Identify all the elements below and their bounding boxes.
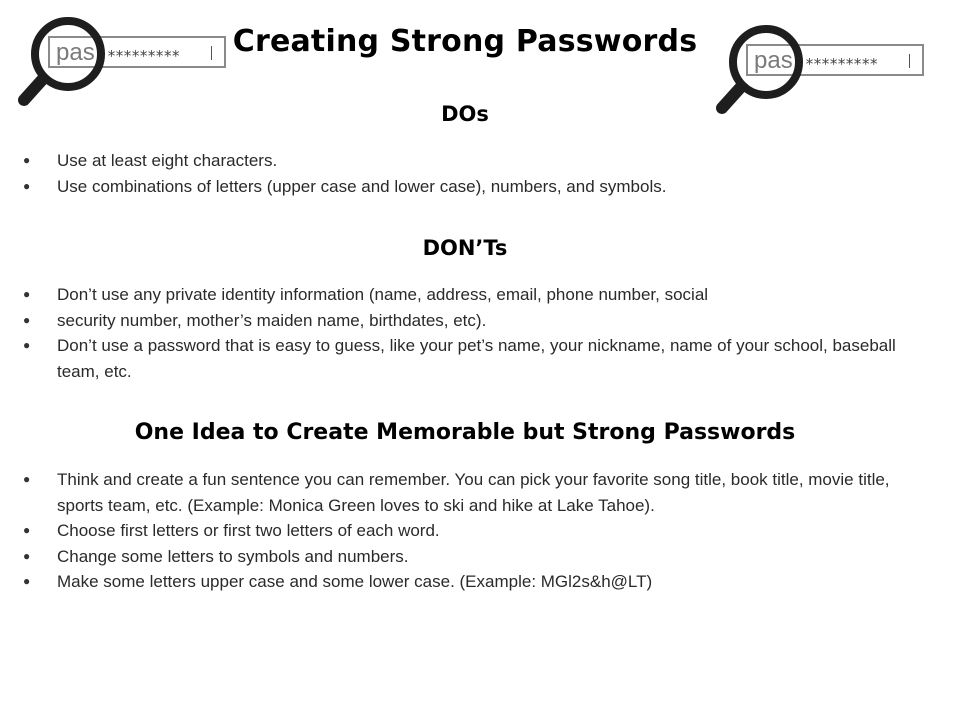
donts-heading: DON’Ts [422, 236, 508, 260]
list-item [0, 467, 930, 518]
donts-list [0, 282, 930, 384]
list-item [0, 333, 930, 384]
list-item-text: Don’t use a password that is easy to guess, like your pet’s name, your nickname, name of your school, baseball team, etc. [57, 336, 896, 381]
list-item-text: Make some letters upper case and some lower case. (Example: MGl2s&h@LT) [57, 572, 653, 591]
list-item-text: Think and create a fun sentence you can remember. You can pick your favorite song title, book title, movie title, sports team, etc. (Example: Monica Green loves to ski and hike at Lake Tahoe). [57, 470, 890, 515]
password-prefix-text: pas [56, 39, 95, 66]
bullet-icon: ● [23, 338, 31, 352]
bullet-icon: ● [23, 312, 31, 327]
bullet-icon: ● [23, 153, 31, 167]
password-prefix-text: pas [754, 47, 793, 74]
dos-heading: DOs [441, 102, 489, 126]
list-item [0, 569, 930, 595]
bullet-icon: ● [23, 472, 31, 486]
list-item-text: security number, mother’s maiden name, birthdates, etc). [57, 310, 487, 330]
list-item [0, 148, 930, 174]
list-item [0, 544, 930, 570]
bullet-icon: ● [23, 287, 31, 301]
list-item-text: Don’t use any private identity information (name, address, email, phone number, social [57, 285, 709, 304]
list-item-text: Change some letters to symbols and numbers. [57, 546, 409, 566]
idea-heading: One Idea to Create Memorable but Strong Passwords [134, 420, 796, 445]
bullet-icon: ● [23, 574, 31, 588]
idea-list [0, 467, 930, 595]
list-item-text: Use combinations of letters (upper case and lower case), numbers, and symbols. [57, 176, 667, 196]
list-item-text: Use at least eight characters. [57, 151, 278, 170]
bullet-icon: ● [23, 523, 31, 537]
bullet-icon: ● [23, 178, 31, 193]
page-title: Creating Strong Passwords [232, 24, 698, 59]
dos-list [0, 148, 930, 199]
password-mask-text: ********* [107, 47, 180, 65]
bullet-icon: ● [23, 548, 31, 563]
password-mask-text: ********* [805, 55, 878, 73]
list-item [0, 282, 930, 308]
list-item-text: Choose first letters or first two letters of each word. [57, 521, 440, 540]
list-item [0, 308, 930, 334]
list-item [0, 174, 930, 200]
list-item [0, 518, 930, 544]
